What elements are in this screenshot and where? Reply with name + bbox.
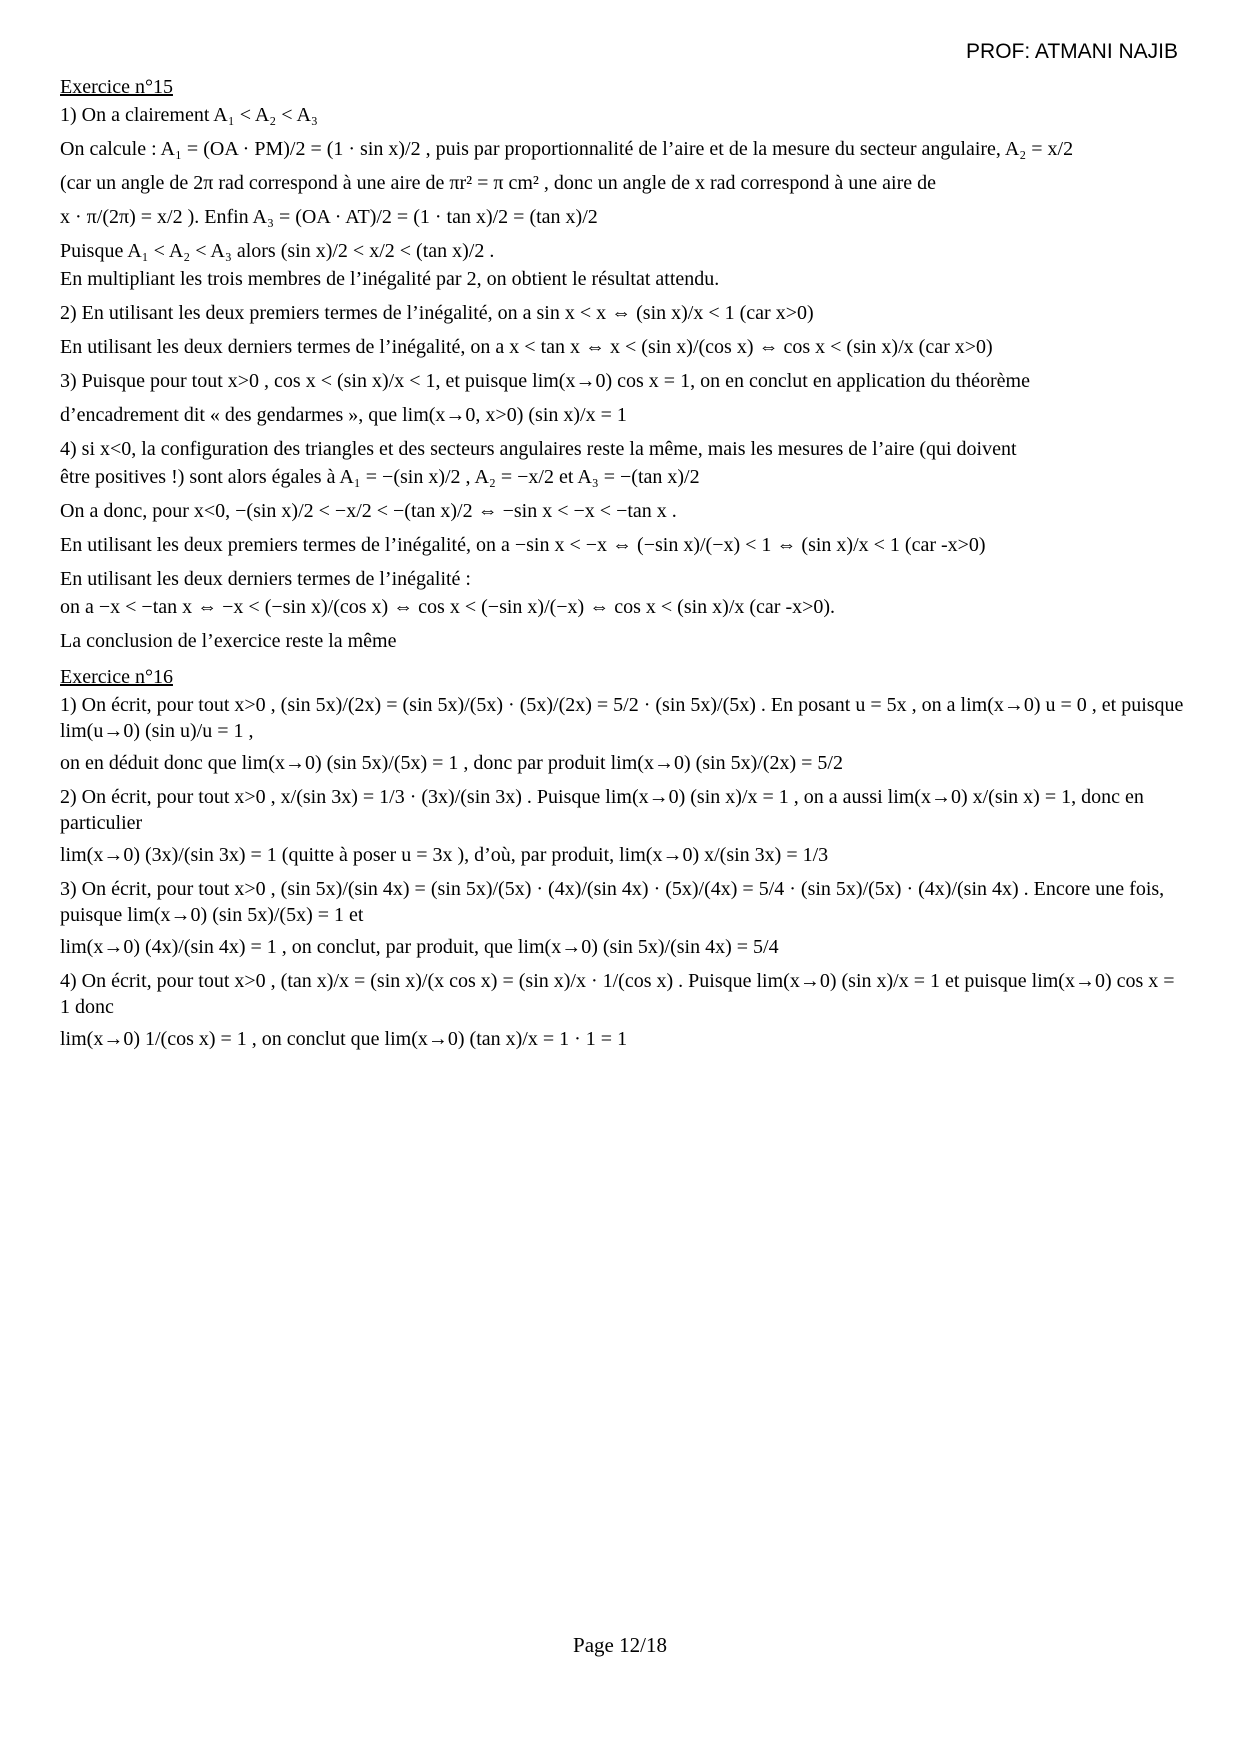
ex15-line: La conclusion de l’exercice reste la même bbox=[60, 630, 397, 652]
ex15-line: On a donc, pour x<0, −(sin x)/2 < −x/2 < −(tan x)/2 ⇔ −sin x < −x < −tan x . bbox=[60, 500, 677, 522]
ex15-line: Puisque A₁ < A₂ < A₃ alors (sin x)/2 < x/2 < (tan x)/2 . bbox=[60, 240, 495, 262]
ex15-line: d’encadrement dit « des gendarmes », que lim(x→0, x>0) (sin x)/x = 1 bbox=[60, 404, 627, 426]
ex16-line: 4) On écrit, pour tout x>0 , (tan x)/x = (sin x)/(x cos x) = (sin x)/x · 1/(cos x) . Puisque lim(x→0) (sin x)/x = 1 et puisque lim(x→0) cos x = 1 donc bbox=[60, 970, 1175, 1018]
ex16-line: 3) On écrit, pour tout x>0 , (sin 5x)/(sin 4x) = (sin 5x)/(5x) · (4x)/(sin 4x) · (5x)/(4x) = 5/4 · (sin 5x)/(5x) · (4x)/(sin 4x) . Encore une fois, puisque lim(x→0) (sin 5x)/(5x) = 1 et bbox=[60, 878, 1165, 926]
ex15-line: (car un angle de 2π rad correspond à une aire de πr² = π cm² , donc un angle de x rad correspond à une aire de bbox=[60, 172, 936, 194]
ex16-line: on en déduit donc que lim(x→0) (sin 5x)/(5x) = 1 , donc par produit lim(x→0) (sin 5x)/(2x) = 5/2 bbox=[60, 752, 843, 774]
ex15-line: on a −x < −tan x ⇔ −x < (−sin x)/(cos x) ⇔ cos x < (−sin x)/(−x) ⇔ cos x < (sin x)/x (car -x>0). bbox=[60, 596, 836, 618]
ex15-line: être positives !) sont alors égales à A₁ = −(sin x)/2 , A₂ = −x/2 et A₃ = −(tan x)/2 bbox=[60, 466, 700, 488]
ex15-line: En utilisant les deux premiers termes de l’inégalité, on a −sin x < −x ⇔ (−sin x)/(−x) < 1 ⇔ (sin x)/x < 1 (car -x>0) bbox=[60, 534, 986, 556]
author-header: PROF: ATMANI NAJIB bbox=[966, 40, 1178, 63]
ex16-line: 1) On écrit, pour tout x>0 , (sin 5x)/(2x) = (sin 5x)/(5x) · (5x)/(2x) = 5/2 · (sin 5x)/(5x) . En posant u = 5x , on a lim(x→0) u = 0 , et puisque lim(u→0) (sin u)/u = 1 , bbox=[60, 694, 1184, 742]
ex15-line: 4) si x<0, la configuration des triangles et des secteurs angulaires reste la même, mais les mesures de l’aire (qui doivent bbox=[60, 438, 1017, 460]
ex15-line: En utilisant les deux derniers termes de l’inégalité, on a x < tan x ⇔ x < (sin x)/(cos x) ⇔ cos x < (sin x)/x (car x>0) bbox=[60, 336, 993, 358]
exercise-15-title: Exercice n°15 bbox=[60, 76, 173, 98]
ex15-line: En utilisant les deux derniers termes de l’inégalité : bbox=[60, 568, 471, 590]
ex16-line: lim(x→0) (3x)/(sin 3x) = 1 (quitte à poser u = 3x ), d’où, par produit, lim(x→0) x/(sin 3x) = 1/3 bbox=[60, 844, 829, 866]
ex16-line: lim(x→0) 1/(cos x) = 1 , on conclut que lim(x→0) (tan x)/x = 1 · 1 = 1 bbox=[60, 1028, 628, 1050]
ex15-line: 3) Puisque pour tout x>0 , cos x < (sin x)/x < 1, et puisque lim(x→0) cos x = 1, on en conclut en application du théorème bbox=[60, 370, 1030, 392]
ex15-line: 2) En utilisant les deux premiers termes de l’inégalité, on a sin x < x ⇔ (sin x)/x < 1 (car x>0) bbox=[60, 302, 814, 324]
ex16-line: 2) On écrit, pour tout x>0 , x/(sin 3x) = 1/3 · (3x)/(sin 3x) . Puisque lim(x→0) (sin x)/x = 1 , on a aussi lim(x→0) x/(sin x) = 1, donc en particulier bbox=[60, 786, 1144, 834]
ex15-line: En multipliant les trois membres de l’inégalité par 2, on obtient le résultat attendu. bbox=[60, 268, 720, 290]
ex15-line: 1) On a clairement A₁ < A₂ < A₃ bbox=[60, 104, 318, 126]
page-number: Page 12/18 bbox=[573, 1633, 667, 1657]
exercise-16-title: Exercice n°16 bbox=[60, 666, 173, 688]
ex15-line: On calcule : A₁ = (OA · PM)/2 = (1 · sin x)/2 , puis par proportionnalité de l’aire et de la mesure du secteur angulaire, A₂ = x/2 bbox=[60, 138, 1074, 160]
ex15-line: x · π/(2π) = x/2 ). Enfin A₃ = (OA · AT)/2 = (1 · tan x)/2 = (tan x)/2 bbox=[60, 206, 598, 228]
document-body bbox=[60, 74, 1185, 1054]
ex16-line: lim(x→0) (4x)/(sin 4x) = 1 , on conclut, par produit, que lim(x→0) (sin 5x)/(sin 4x) = 5/4 bbox=[60, 936, 779, 958]
